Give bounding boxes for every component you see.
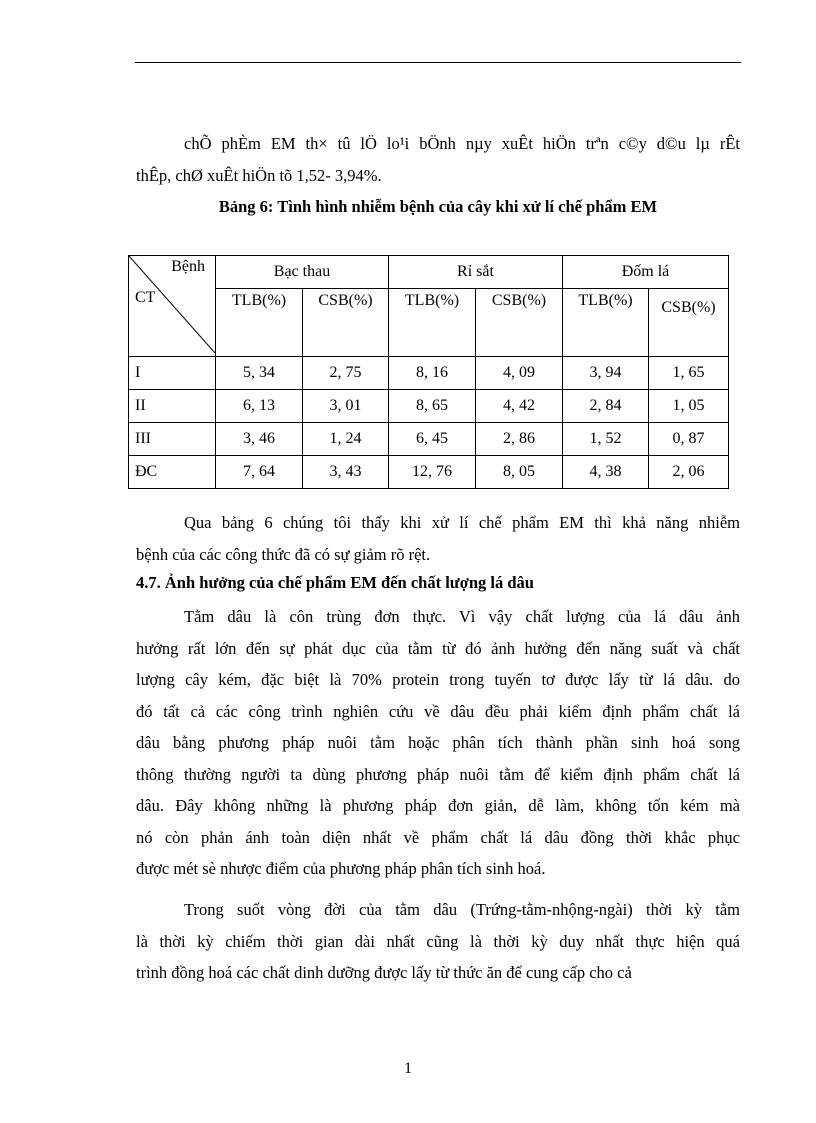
corner-cell: [129, 256, 216, 357]
cell: 8, 65: [389, 390, 476, 423]
cell: 5, 34: [216, 357, 303, 390]
header-rule: [135, 62, 741, 63]
row-label: I: [129, 357, 216, 390]
row-label: ĐC: [129, 456, 216, 489]
row-label: III: [129, 423, 216, 456]
text-line: chÕ phÈm EM th× tû lÖ lo¹i bÖnh nµy xuÊt hiÖn trªn c©y d©u lµ rÊt: [184, 134, 740, 153]
text-line: trình đồng hoá các chất dinh dưỡng được lấy từ thức ăn để cung cấp cho cả: [136, 963, 632, 982]
cell: 1, 05: [649, 390, 729, 423]
corner-label-ct: CT: [135, 289, 156, 306]
cell: 3, 46: [216, 423, 303, 456]
table-row: [129, 357, 729, 390]
cell: 2, 75: [303, 357, 389, 390]
cell: 8, 05: [476, 456, 563, 489]
text-line: dâu bằng phương pháp nuôi tằm hoặc phân tích thành phần sinh hoá song: [136, 733, 740, 752]
paragraph-1: [136, 128, 740, 191]
cell: 2, 84: [563, 390, 649, 423]
text-line: dâu. Đây không những là phương pháp đơn giản, dễ làm, không tốn kém mà: [136, 796, 740, 815]
text-line: Trong suốt vòng đời của tằm dâu (Trứng-tằm-nhộng-ngài) thời kỳ tằm: [184, 900, 740, 919]
cell: 2, 86: [476, 423, 563, 456]
paragraph-4: [136, 894, 740, 989]
row-label: II: [129, 390, 216, 423]
text-line: Qua bảng 6 chúng tôi thấy khi xử lí chế phẩm EM thì khả năng nhiễm: [184, 513, 740, 532]
table-row: [129, 456, 729, 489]
text-line: bệnh của các công thức đã có sự giảm rõ rệt.: [136, 544, 431, 564]
sub-header: TLB(%): [563, 289, 649, 357]
sub-header: TLB(%): [216, 289, 303, 357]
cell: 1, 24: [303, 423, 389, 456]
cell: 7, 64: [216, 456, 303, 489]
cell: 4, 09: [476, 357, 563, 390]
cell: 4, 38: [563, 456, 649, 489]
paragraph-3: [136, 601, 740, 885]
paragraph-2: [136, 507, 740, 570]
cell: 8, 16: [389, 357, 476, 390]
sub-header: TLB(%): [389, 289, 476, 357]
table-row: [129, 423, 729, 456]
group-header: Rỉ sắt: [389, 256, 563, 289]
page-number: 1: [404, 1060, 412, 1077]
cell: 1, 65: [649, 357, 729, 390]
cell: 2, 06: [649, 456, 729, 489]
cell: 4, 42: [476, 390, 563, 423]
cell: 6, 13: [216, 390, 303, 423]
text-line: nó còn phản ánh toàn diện nhất về phẩm chất lá dâu đồng thời khắc phục: [136, 827, 740, 847]
sub-header: CSB(%): [649, 289, 729, 357]
cell: 6, 45: [389, 423, 476, 456]
text-line: được mét sè nhược điểm của phương pháp phân tích sinh hoá.: [136, 859, 546, 878]
section-heading: 4.7. Ảnh hưởng của chế phẩm EM đến chất lượng lá dâu: [136, 573, 534, 592]
group-header: Bạc thau: [216, 256, 389, 289]
sub-header: CSB(%): [303, 289, 389, 357]
sub-header: CSB(%): [476, 289, 563, 357]
group-header: Đốm lá: [563, 256, 729, 289]
text-line: thông thường người ta dùng phương pháp nuôi tằm để kiểm định phẩm chất lá: [136, 764, 740, 784]
cell: 12, 76: [389, 456, 476, 489]
text-line: Tằm dâu là côn trùng đơn thực. Vì vậy chất lượng của lá dâu ảnh: [184, 607, 740, 626]
cell: 3, 94: [563, 357, 649, 390]
text-line: là thời kỳ chiếm thời gian dài nhất cũng là thời kỳ duy nhất thực hiện quá: [136, 931, 740, 951]
table-caption: Bảng 6: Tình hình nhiễm bệnh của cây khi xử lí chế phẩm EM: [218, 197, 658, 216]
disease-table: [128, 255, 729, 489]
text-line: thÊp, chØ xuÊt hiÖn tõ 1,52- 3,94%.: [136, 165, 382, 185]
text-line: đó tất cả các công trình nghiên cứu về dâu đều phải kiểm định phẩm chất lá: [136, 701, 740, 721]
cell: 3, 01: [303, 390, 389, 423]
text-line: lượng cây kém, đặc biệt là 70% protein trong tuyến tơ được lấy từ lá dâu. do: [136, 670, 740, 689]
cell: 1, 52: [563, 423, 649, 456]
cell: 3, 43: [303, 456, 389, 489]
corner-label-benh: Bệnh: [171, 258, 205, 275]
text-line: hưởng rất lớn đến sự phát dục của tằm từ đó ảnh hưởng đến năng suất và chất: [136, 638, 740, 658]
cell: 0, 87: [649, 423, 729, 456]
table-row: [129, 390, 729, 423]
